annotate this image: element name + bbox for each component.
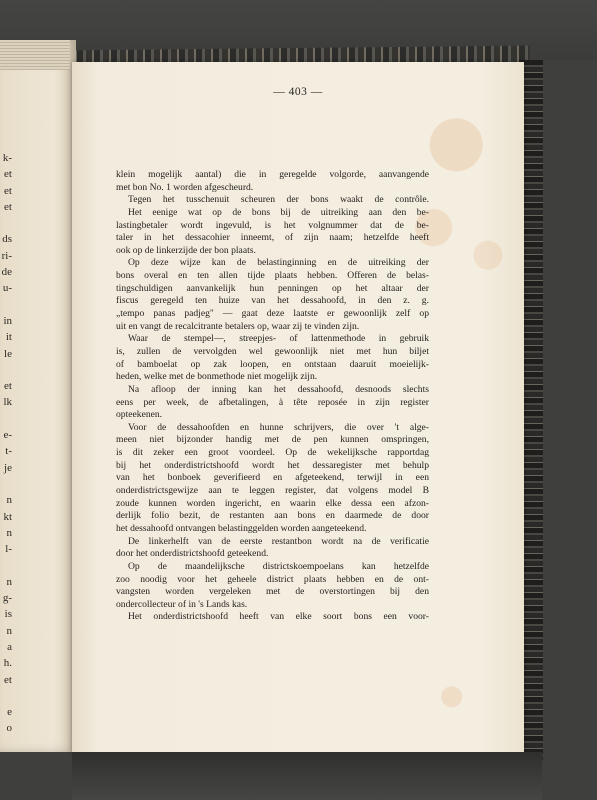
text-line: zoo noodig voor het geheele district plaats hebben en de ont-	[116, 573, 429, 585]
text-line: derlijk folio bezit, de restanten aan bons en daarmede de door	[116, 510, 429, 522]
left-page-fragment: n	[6, 494, 12, 507]
text-line: Het onderdistrictshoofd heeft van elke soort bons een voor-	[128, 611, 429, 623]
text-line: vangsten worden vergeleken met de overstortingen bij den	[116, 586, 429, 598]
text-line: ondercollecteur of in 's Lands kas.	[116, 598, 248, 610]
text-line: Na afloop der inning kan het dessahoofd, desnoods slechts	[128, 383, 429, 395]
text-line: Waar de stempel—, streepjes- of lattenmethode in gebruik	[128, 333, 429, 345]
left-page-fragment: et	[4, 200, 12, 213]
left-page-fragment: n	[6, 526, 12, 539]
text-line: fiscus geregeld ten huize van het dessahoofd, in den z. g.	[116, 295, 429, 307]
text-line: klein mogelijk aantal) die in geregelde volgorde, aanvangende	[116, 169, 429, 180]
left-page-fragment: et	[4, 168, 12, 181]
left-page-fragment: ri-	[1, 249, 12, 262]
text-line: van het bonboek geverifieerd en afgeteekend, terwijl in een	[116, 472, 429, 484]
left-page-fragment: et	[4, 673, 12, 686]
left-page-text-fragments	[0, 150, 30, 737]
left-page-fragment: ds	[2, 233, 12, 246]
text-line: Tegen het tusschenuit scheuren der bons waakt de contrôle.	[128, 194, 429, 206]
text-line: „tempo panas padjeg" — gaat deze laatste er gewoonlijk zelf op	[116, 308, 429, 320]
text-line: De linkerhelft van de eerste restantbon wordt na de verificatie	[128, 535, 429, 547]
left-page-fragment: a	[7, 640, 12, 653]
text-line: ook op de linkerzijde der bon plaats.	[116, 244, 256, 256]
text-line: taler in het dessacohier inneemt, of zijn naam; hetzelfde heeft	[116, 232, 429, 244]
left-page-fragment: l-	[5, 543, 12, 556]
text-line: is dit zeker een groot voordeel. Op de wekelijksche rapportdag	[116, 447, 429, 459]
text-line: heden, welke met de bonmethode niet mogelijk zijn.	[116, 371, 318, 383]
left-page-fragment: k-	[2, 152, 12, 164]
text-line: Het eenige wat op de bons bij de uitreiking aan den be-	[128, 206, 429, 218]
page-edges	[0, 40, 70, 70]
left-page-fragment	[0, 411, 12, 427]
left-page-fragment: le	[4, 347, 12, 360]
left-page-fragment: g-	[2, 592, 12, 605]
text-line: zoude kunnen worden ingericht, en waarin elke dessa een afzon-	[116, 497, 429, 509]
left-page-fragment: in	[3, 314, 12, 327]
text-line: Op deze wijze kan de belastinginning en de uitreiking der	[128, 257, 429, 269]
left-page-fragment: h.	[3, 657, 12, 670]
text-line: eens per week, de afbetalingen, à tête reposée in zijn register	[116, 396, 429, 408]
left-page-fragment: o	[6, 722, 12, 735]
left-page-fragment: kt	[3, 510, 12, 523]
left-page-fragment: et	[4, 184, 12, 197]
page-number: — 403 —	[273, 86, 323, 98]
body-text	[116, 169, 429, 624]
left-page-fragment	[0, 476, 12, 492]
text-line: lastingbetaler wordt ingevuld, is het volgnummer dat de be-	[116, 219, 429, 231]
left-page-fragment	[0, 215, 12, 231]
text-line: meen niet bijzonder handig met de pen kunnen omspringen,	[116, 434, 429, 446]
left-page-fragment: e-	[3, 429, 12, 442]
text-line: is, zullen de vervolgden wel gewoonlijk niet met hun biljet	[116, 345, 429, 357]
text-line: tingschuldigen aanvankelijk hun penningen op het altaar der	[116, 282, 429, 294]
text-line: onderdistrictsgewijze aan te leggen register, dat volgens model B	[116, 485, 429, 497]
left-page-fragment: u-	[2, 282, 12, 295]
text-line: bons overal en ten allen tijde plaats hebben. Offeren de belas-	[116, 270, 429, 282]
text-line: door het onderdistrictshoofd geteekend.	[116, 548, 269, 560]
left-page-fragment: t-	[5, 445, 12, 458]
left-page-fragment	[0, 362, 12, 378]
left-page-fragment: n	[6, 575, 12, 588]
text-line: Voor de dessahoofden en hunne schrijvers, die over 't alge-	[128, 421, 429, 433]
scan-background-bottom	[72, 752, 542, 800]
left-page-fragment: is	[4, 608, 12, 621]
text-line: met bon No. 1 worden afgescheurd.	[116, 181, 254, 193]
left-page-fragment: de	[1, 266, 12, 279]
left-page-fragment: e	[7, 706, 12, 719]
text-line: opteekenen.	[116, 409, 163, 421]
text-line: bij het onderdistrictshoofd wordt het dessaregister met behulp	[116, 459, 429, 471]
left-page-fragment: et	[4, 380, 12, 393]
left-page-fragment	[0, 688, 12, 704]
left-page-fragment: lk	[3, 396, 12, 409]
left-page-fragment	[0, 297, 12, 313]
text-line: het dessahoofd ontvangen belastinggelden worden aangeteekend.	[116, 522, 367, 534]
text-line: Op de maandelijksche districtskoempoelans kan hetzelfde	[128, 560, 429, 572]
left-page-fragment: je	[4, 461, 12, 474]
left-page-fragment	[0, 557, 12, 573]
text-line: of bamboelat op zak loopen, en ontstaan daaruit moeielijk-	[116, 358, 429, 370]
text-line: uit en vangt de recalcitrante betalers op, waar zij te vinden zijn.	[116, 320, 360, 332]
left-page-fragment: it	[5, 331, 12, 344]
left-page-fragment: n	[6, 624, 12, 637]
